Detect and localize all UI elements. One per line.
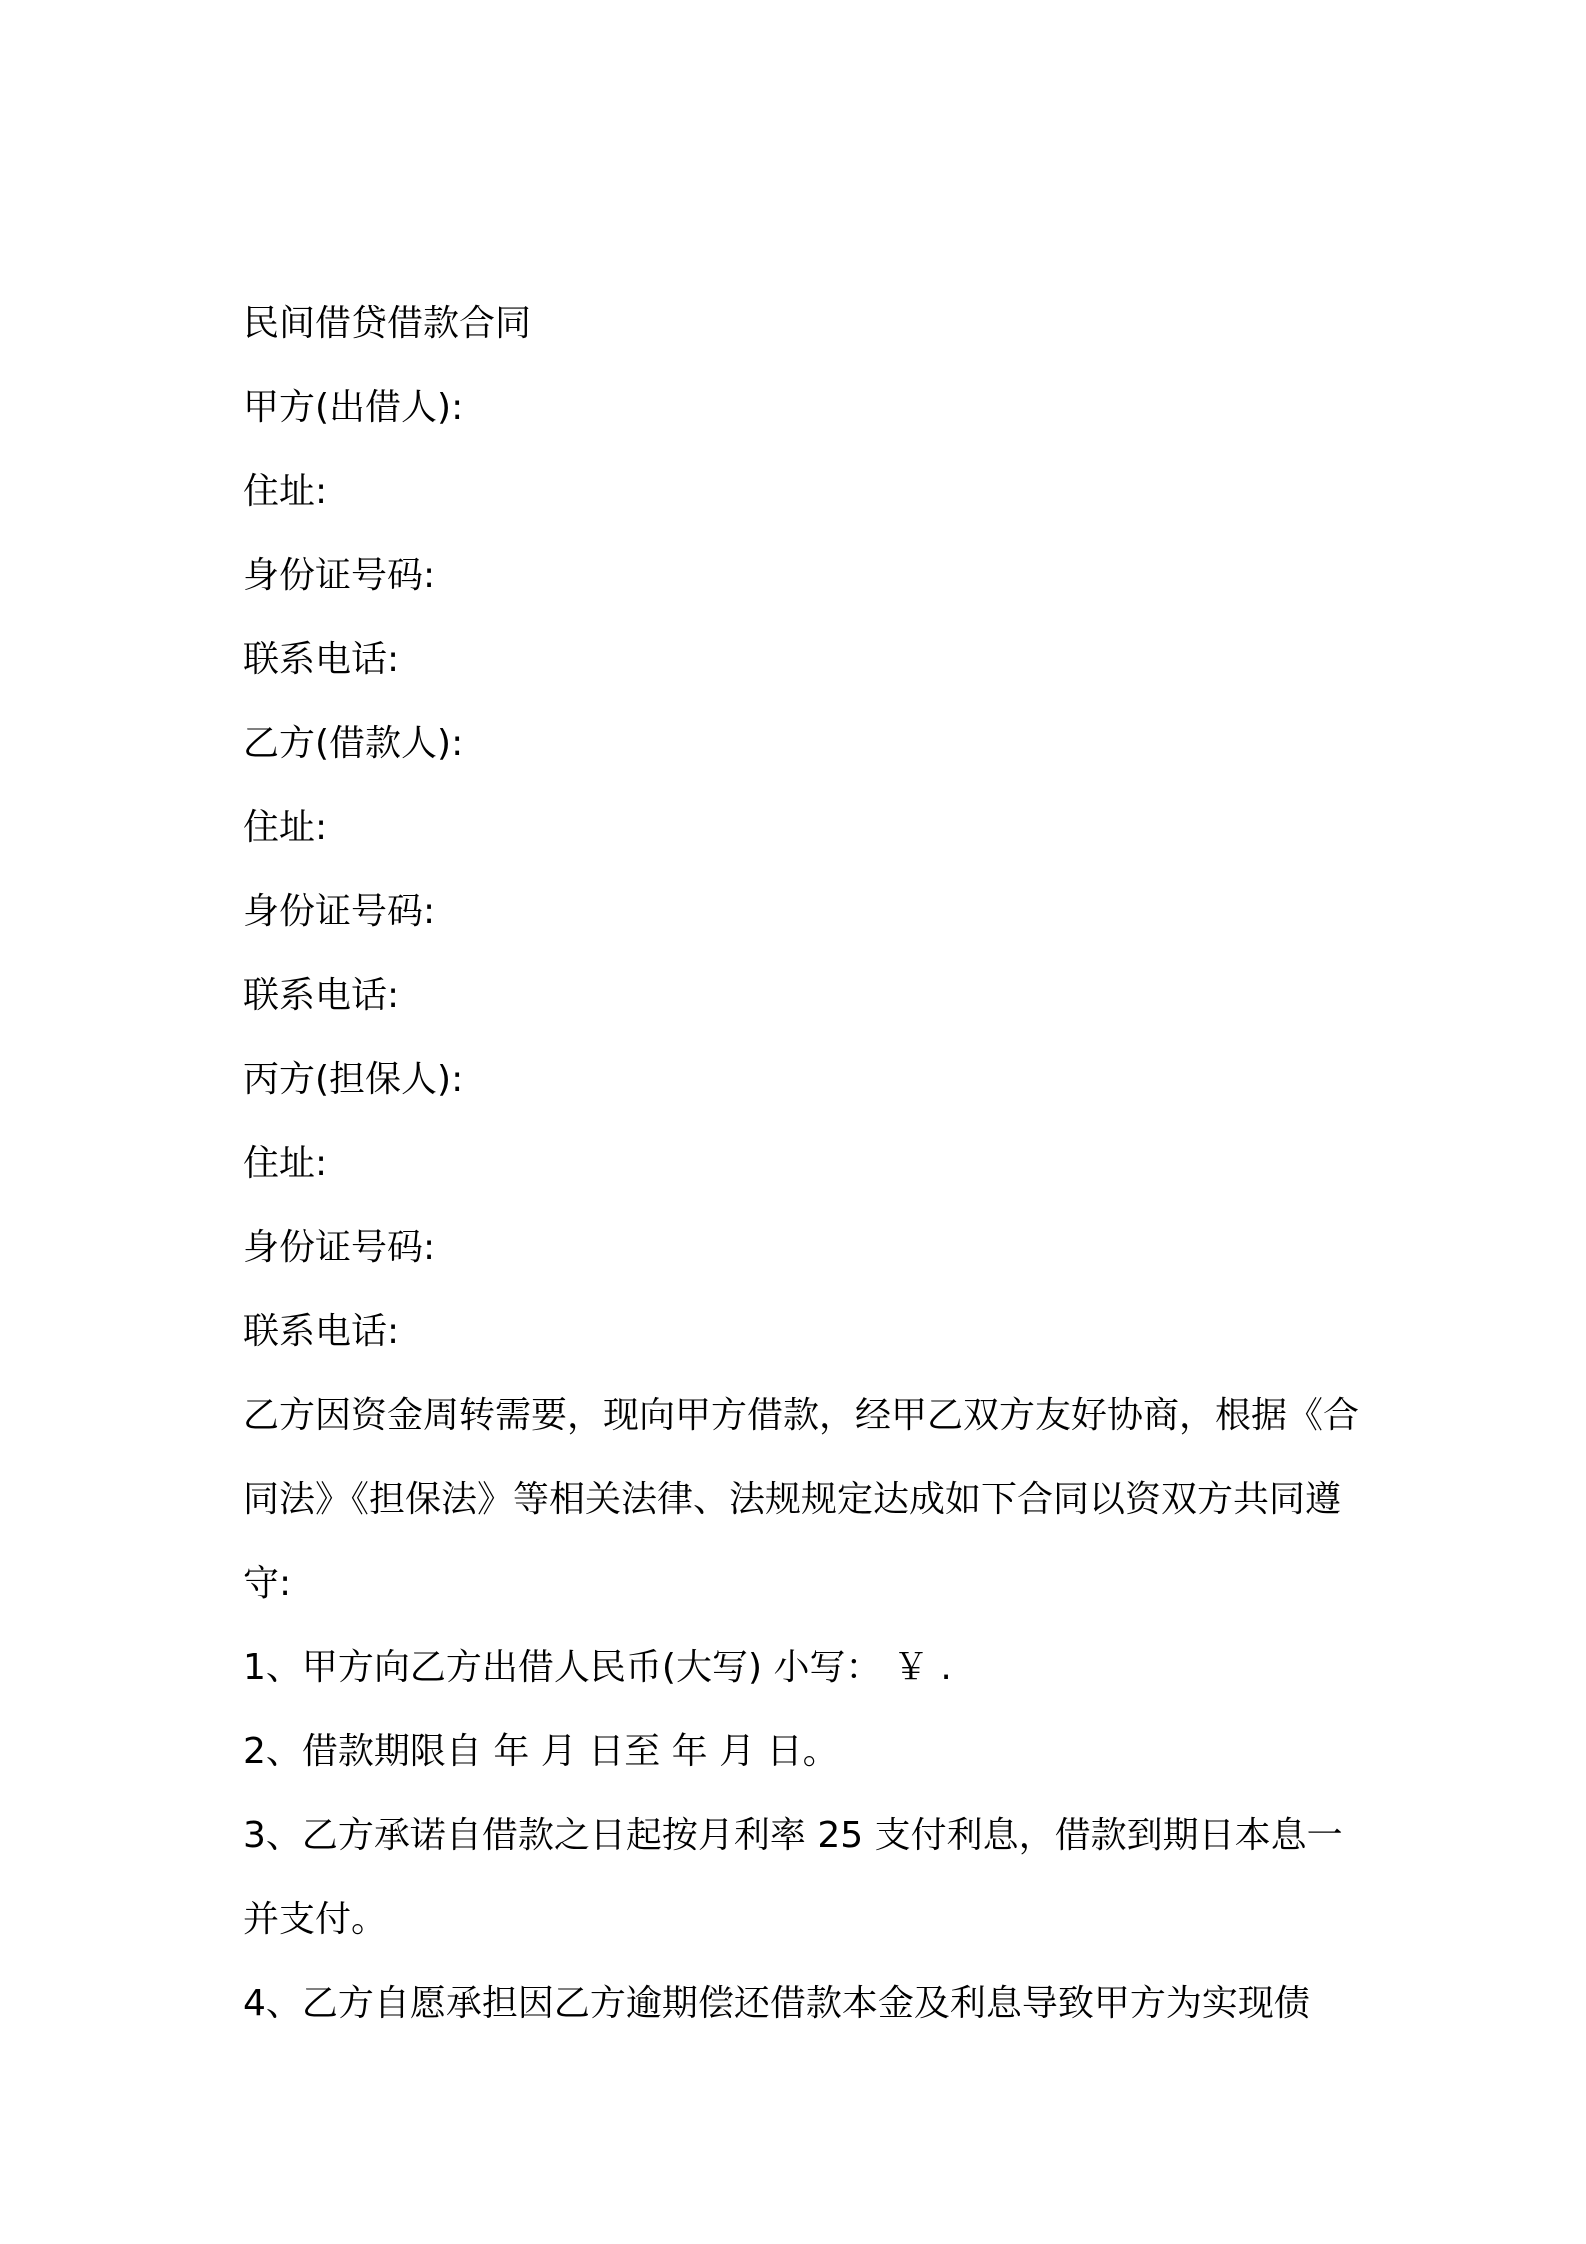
party-c-label: 丙方(担保人): [243,1059,464,1100]
party-c-id-number: 身份证号码: [243,1227,436,1268]
party-b-phone: 联系电话: [243,975,400,1016]
party-a-address: 住址: [243,471,328,512]
preamble-paragraph: 乙方因资金周转需要，现向甲方借款，经甲乙双方友好协商，根据《合同法》《担保法》等相关法律、法规规定达成如下合同以资双方共同遵守: [243,1395,1360,1604]
party-b-id-number: 身份证号码: [243,891,436,932]
contract-body [243,282,1363,2046]
clause-1: 1、甲方向乙方出借人民币(大写) 小写： ￥ . [243,1647,952,1688]
party-b-address: 住址: [243,807,328,848]
party-c-address: 住址: [243,1143,328,1184]
party-c-phone: 联系电话: [243,1311,400,1352]
party-a-id-number: 身份证号码: [243,555,436,596]
party-a-label: 甲方(出借人): [243,387,464,428]
party-b-label: 乙方(借款人): [243,723,464,764]
document-title: 民间借贷借款合同 [243,303,532,344]
clause-2: 2、借款期限自 年 月 日至 年 月 日。 [243,1731,839,1772]
clause-4: 4、乙方自愿承担因乙方逾期偿还借款本金及利息导致甲方为实现债 [243,1983,1310,2024]
party-a-phone: 联系电话: [243,639,400,680]
clause-3: 3、乙方承诺自借款之日起按月利率 25 支付利息，借款到期日本息一并支付。 [243,1815,1343,1940]
